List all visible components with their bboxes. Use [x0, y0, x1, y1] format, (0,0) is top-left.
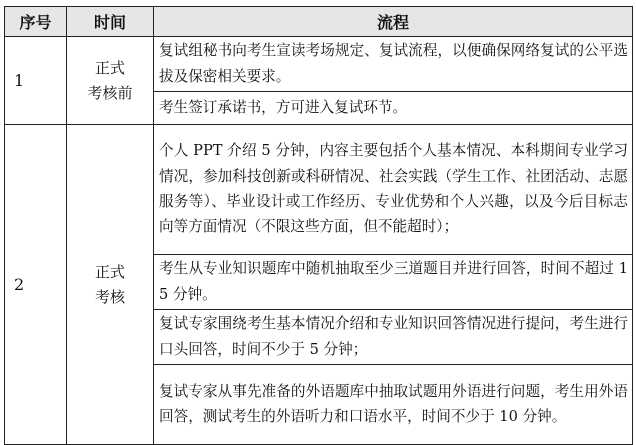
- row-time-line: 正式: [94, 58, 125, 77]
- row-time: [67, 125, 154, 445]
- row-time-line: 正式: [94, 262, 125, 281]
- process-table: [4, 6, 633, 445]
- step-cell: 复试专家围绕考生基本情况介绍和专业知识回答情况进行提问，考生进行口头回答，时间不少于 5 分钟；: [154, 310, 633, 365]
- step-cell: 考生签订承诺书，方可进入复试环节。: [154, 92, 633, 125]
- step-cell: 考生从专业知识题库中随机抽取至少三道题目并进行回答，时间不超过 15 分钟。: [154, 255, 633, 310]
- header-flow: 流程: [154, 7, 633, 37]
- row-time-line: 考核前: [87, 83, 133, 102]
- row-time: [67, 37, 154, 125]
- row-no: 1: [5, 37, 67, 125]
- header-time: 时间: [67, 7, 154, 37]
- step-cell: 复试专家从事先准备的外语题库中抽取试题用外语进行问题，考生用外语回答，测试考生的外语听力和口语水平，时间不少于 10 分钟。: [154, 365, 633, 445]
- row-time-line: 考核: [94, 287, 125, 306]
- step-cell: 复试组秘书向考生宣读考场规定、复试流程，以便确保网络复试的公平选拔及保密相关要求。: [154, 37, 633, 92]
- table-header-row: [5, 7, 633, 37]
- table-row: [5, 37, 633, 92]
- step-cell: 个人 PPT 介绍 5 分钟，内容主要包括个人基本情况、本科期间专业学习情况，参加科技创新或科研情况、社会实践（学生工作、社团活动、志愿服务等）、毕业设计或工作经历、专业优势和个人兴趣，以及今后目标志向等方面情况（不限这些方面，但不能超时）；: [154, 125, 633, 255]
- table-row: [5, 125, 633, 255]
- row-no: 2: [5, 125, 67, 445]
- header-no: 序号: [5, 7, 67, 37]
